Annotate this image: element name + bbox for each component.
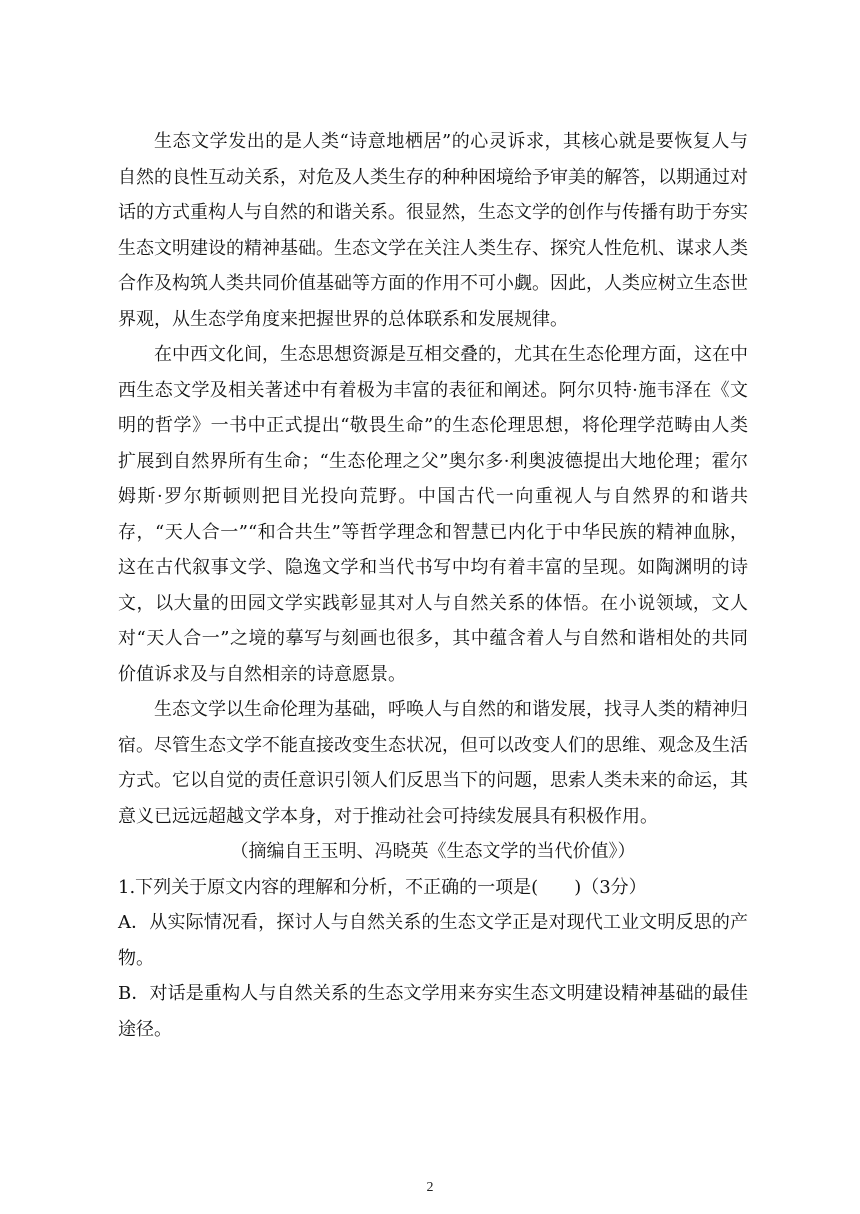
paragraph-3: 生态文学以生命伦理为基础，呼唤人与自然的和谐发展，找寻人类的精神归宿。尽管生态文学不能直接改变生态状况，但可以改变人们的思维、观念及生活方式。它以自觉的责任意识引领人们反思当下的问题，思索人类未来的命运，其意义已远远超越文学本身，对于推动社会可持续发展具有积极作用。 (118, 699, 748, 827)
option-a: A．从实际情况看，探讨人与自然关系的生态文学正是对现代工业文明反思的产物。 (118, 912, 748, 969)
question-stem: 1.下列关于原文内容的理解和分析，不正确的一项是( )（3分） (118, 876, 647, 898)
source-citation: （摘编自王玉明、冯晓英《生态文学的当代价值》） (230, 841, 636, 862)
page-number: 2 (426, 1180, 434, 1195)
document-body (118, 124, 748, 1047)
paragraph-1: 生态文学发出的是人类“诗意地栖居”的心灵诉求，其核心就是要恢复人与自然的良性互动关系，对危及人类生存的种种困境给予审美的解答，以期通过对话的方式重构人与自然的和谐关系。很显然，生态文学的创作与传播有助于夯实生态文明建设的精神基础。生态文学在关注人类生存、探究人性危机、谋求人类合作及构筑人类共同价值基础等方面的作用不可小觑。因此，人类应树立生态世界观，从生态学角度来把握世界的总体联系和发展规律。 (118, 131, 748, 330)
option-b: B．对话是重构人与自然关系的生态文学用来夯实生态文明建设精神基础的最佳途径。 (118, 983, 748, 1040)
paragraph-2: 在中西文化间，生态思想资源是互相交叠的，尤其在生态伦理方面，这在中西生态文学及相关著述中有着极为丰富的表征和阐述。阿尔贝特·施韦泽在《文明的哲学》一书中正式提出“敬畏生命”的生态伦理思想，将伦理学范畴由人类扩展到自然界所有生命；“生态伦理之父”奥尔多·利奥波德提出大地伦理；霍尔姆斯·罗尔斯顿则把目光投向荒野。中国古代一向重视人与自然界的和谐共存，“天人合一”“和合共生”等哲学理念和智慧已内化于中华民族的精神血脉，这在古代叙事文学、隐逸文学和当代书写中均有着丰富的呈现。如陶渊明的诗文，以大量的田园文学实践彰显其对人与自然关系的体悟。在小说领域，文人对“天人合一”之境的摹写与刻画也很多，其中蕴含着人与自然和谐相处的共同价值诉求及与自然相亲的诗意愿景。 (118, 344, 748, 685)
